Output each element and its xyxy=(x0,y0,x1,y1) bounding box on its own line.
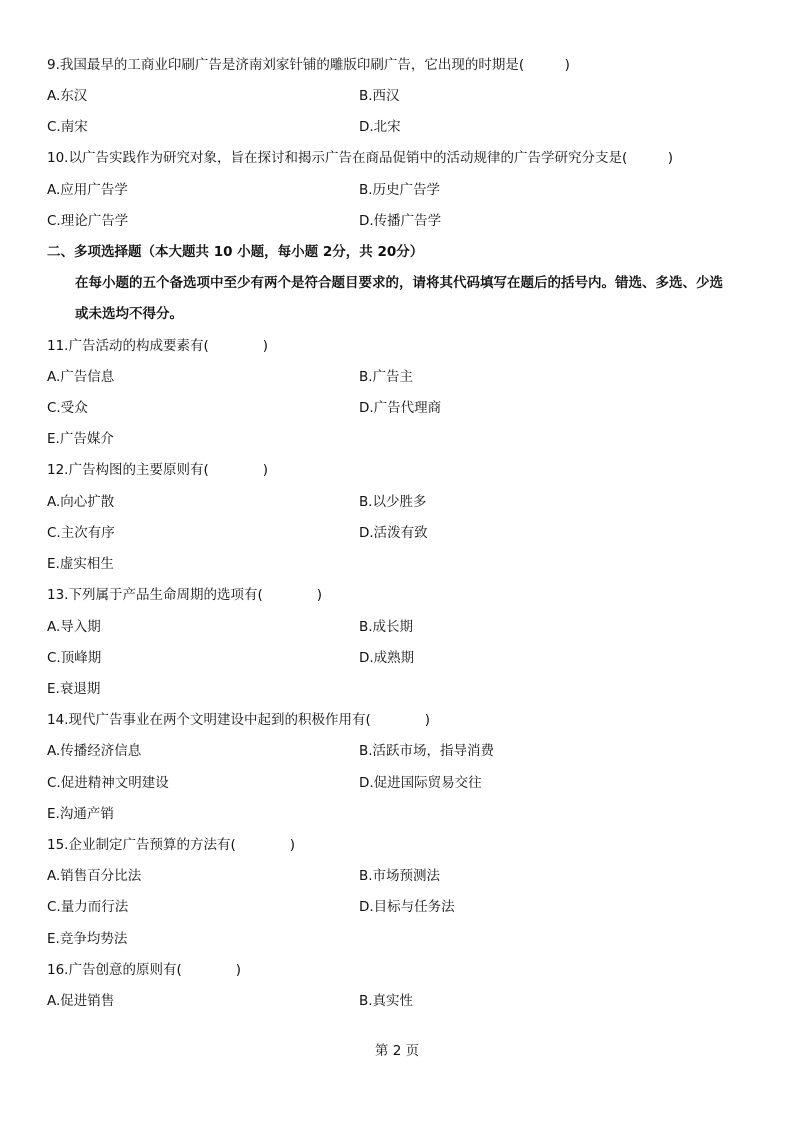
option-b: B.市场预测法 xyxy=(359,868,441,884)
option-c: C.顶峰期 xyxy=(47,650,102,666)
section-instructions: 在每小题的五个备选项中至少有两个是符合题目要求的，请将其代码填写在题后的括号内。错选、多选、少选 xyxy=(75,275,723,291)
option-e: E.竞争均势法 xyxy=(47,931,128,947)
option-a: A.广告信息 xyxy=(47,369,115,385)
section-heading: 二、多项选择题（本大题共 10 小题，每小题 2分，共 20分） xyxy=(47,244,424,260)
option-a: A.传播经济信息 xyxy=(47,743,142,759)
option-b: B.西汉 xyxy=(359,88,400,104)
option-c: C.主次有序 xyxy=(47,525,115,541)
option-c: C.理论广告学 xyxy=(47,213,129,229)
option-e: E.衰退期 xyxy=(47,681,101,697)
option-e: E.广告媒介 xyxy=(47,431,114,447)
question-11-stem: 11.广告活动的构成要素有( ) xyxy=(47,338,269,354)
question-10-stem: 10.以广告实践作为研究对象，旨在探讨和揭示广告在商品促销中的活动规律的广告学研究分支是( ) xyxy=(47,150,674,166)
question-14-stem: 14.现代广告事业在两个文明建设中起到的积极作用有( ) xyxy=(47,712,431,728)
option-b: B.广告主 xyxy=(359,369,414,385)
option-e: E.沟通产销 xyxy=(47,806,114,822)
question-16-stem: 16.广告创意的原则有( ) xyxy=(47,962,242,978)
option-b: B.真实性 xyxy=(359,993,414,1009)
question-13-stem: 13.下列属于产品生命周期的选项有( ) xyxy=(47,587,323,603)
option-b: B.成长期 xyxy=(359,619,414,635)
option-b: B.活跃市场，指导消费 xyxy=(359,743,495,759)
option-c: C.受众 xyxy=(47,400,88,416)
option-c: C.南宋 xyxy=(47,119,88,135)
option-b: B.历史广告学 xyxy=(359,182,441,198)
option-d: D.广告代理商 xyxy=(359,400,442,416)
option-c: C.量力而行法 xyxy=(47,899,129,915)
option-d: D.成熟期 xyxy=(359,650,415,666)
option-a: A.应用广告学 xyxy=(47,182,128,198)
option-d: D.北宋 xyxy=(359,119,401,135)
option-a: A.促进销售 xyxy=(47,993,115,1009)
option-e: E.虚实相生 xyxy=(47,556,114,572)
question-12-stem: 12.广告构图的主要原则有( ) xyxy=(47,462,269,478)
option-b: B.以少胜多 xyxy=(359,494,427,510)
option-a: A.东汉 xyxy=(47,88,88,104)
option-c: C.促进精神文明建设 xyxy=(47,775,169,791)
page-number: 第 2 页 xyxy=(374,1043,420,1059)
option-d: D.目标与任务法 xyxy=(359,899,455,915)
option-d: D.活泼有致 xyxy=(359,525,428,541)
question-9-stem: 9.我国最早的工商业印刷广告是济南刘家针铺的雕版印刷广告，它出现的时期是( ) xyxy=(47,57,570,73)
question-15-stem: 15.企业制定广告预算的方法有( ) xyxy=(47,837,296,853)
option-a: A.销售百分比法 xyxy=(47,868,142,884)
option-d: D.传播广告学 xyxy=(359,213,442,229)
option-a: A.导入期 xyxy=(47,619,101,635)
option-d: D.促进国际贸易交往 xyxy=(359,775,482,791)
section-instructions-cont: 或未选均不得分。 xyxy=(75,306,183,322)
option-a: A.向心扩散 xyxy=(47,494,115,510)
